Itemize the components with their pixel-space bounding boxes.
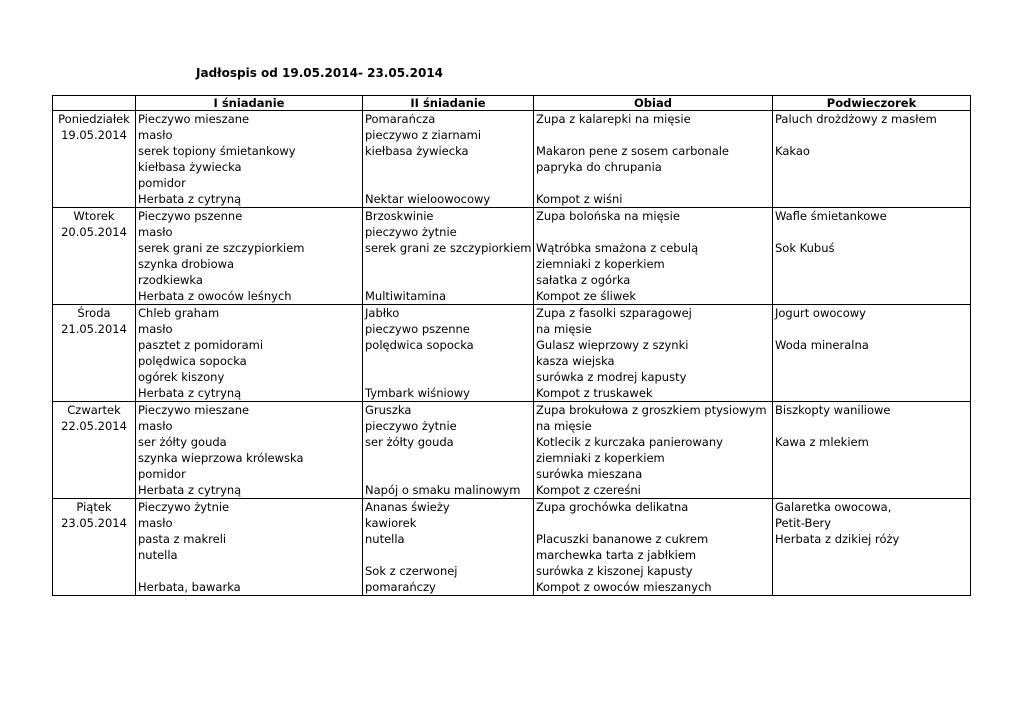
menu-item: kawiorek [365, 516, 417, 530]
menu-item [775, 369, 968, 385]
snack-cell [773, 305, 971, 402]
day-cell [53, 305, 136, 402]
header-day [53, 96, 136, 111]
snack-cell [773, 402, 971, 499]
breakfast-2-cell [363, 499, 534, 596]
menu-item [775, 321, 968, 337]
menu-item: Herbata z cytryną [138, 192, 242, 206]
menu-item: pieczywo żytnie [365, 419, 457, 433]
page-title: Jadłospis od 19.05.2014- 23.05.2014 [196, 66, 444, 80]
menu-item: Kompot z wiśni [536, 192, 623, 206]
menu-item: papryka do chrupania [536, 160, 662, 174]
day-cell [53, 208, 136, 305]
menu-item: Kompot z truskawek [536, 386, 653, 400]
menu-item: masło [138, 419, 173, 433]
lunch-cell [534, 208, 773, 305]
menu-item: Chleb graham [138, 306, 220, 320]
menu-item: Wątróbka smażona z cebulą [536, 241, 699, 255]
menu-item: sałatka z ogórka [536, 273, 631, 287]
menu-item: na mięsie [536, 419, 592, 433]
menu-item [775, 224, 968, 240]
menu-item: Pieczywo żytnie [138, 500, 230, 514]
menu-item: serek topiony śmietankowy [138, 144, 296, 158]
menu-item: Jogurt owocowy [775, 306, 866, 320]
menu-item [138, 563, 360, 579]
header-row [53, 96, 971, 111]
menu-item [775, 563, 968, 579]
lunch-cell [534, 111, 773, 208]
menu-item [365, 353, 531, 369]
lunch-cell [534, 499, 773, 596]
menu-item: polędwica sopocka [365, 338, 474, 352]
menu-item: pasztet z pomidorami [138, 338, 264, 352]
menu-item [775, 353, 968, 369]
day-date: 21.05.2014 [61, 322, 127, 336]
menu-item: Zupa grochówka delikatna [536, 500, 689, 514]
menu-item: pieczywo żytnie [365, 225, 457, 239]
day-name: Czwartek [67, 403, 121, 417]
menu-item: Herbata z dzikiej róży [775, 532, 900, 546]
day-cell [53, 402, 136, 499]
menu-item [775, 191, 968, 207]
menu-item [775, 547, 968, 563]
menu-item: pieczywo z ziarnami [365, 128, 482, 142]
menu-item: Makaron pene z sosem carbonale [536, 144, 730, 158]
day-date: 20.05.2014 [61, 225, 127, 239]
table-row [53, 111, 971, 208]
menu-item: szynka wieprzowa królewska [138, 451, 304, 465]
snack-cell [773, 499, 971, 596]
menu-item: masło [138, 128, 173, 142]
table-row [53, 499, 971, 596]
table-row [53, 305, 971, 402]
menu-item: Herbata z owoców leśnych [138, 289, 292, 303]
menu-item: surówka z kiszonej kapusty [536, 564, 693, 578]
snack-cell [773, 111, 971, 208]
day-date: 22.05.2014 [61, 419, 127, 433]
menu-item: Herbata z cytryną [138, 386, 242, 400]
menu-item: masło [138, 516, 173, 530]
menu-item: masło [138, 225, 173, 239]
menu-item: ogórek kiszony [138, 370, 225, 384]
menu-item: Ananas świeży [365, 500, 450, 514]
header-lunch: Obiad [534, 96, 773, 111]
menu-item: kiełbasa żywiecka [138, 160, 242, 174]
menu-item: Herbata z cytryną [138, 483, 242, 497]
menu-item: na mięsie [536, 322, 592, 336]
menu-item: rzodkiewka [138, 273, 203, 287]
menu-item [365, 159, 531, 175]
menu-item [775, 385, 968, 401]
menu-item: marchewka tarta z jabłkiem [536, 548, 697, 562]
menu-item [365, 466, 531, 482]
menu-item: serek grani ze szczypiorkiem [365, 241, 532, 255]
menu-item: Sok Kubuś [775, 241, 835, 255]
menu-item [365, 272, 531, 288]
menu-item: polędwica sopocka [138, 354, 247, 368]
header-snack: Podwieczorek [773, 96, 971, 111]
menu-item: surówka mieszana [536, 467, 643, 481]
menu-item: Napój o smaku malinowym [365, 483, 521, 497]
menu-item [536, 175, 770, 191]
menu-item: Multiwitamina [365, 289, 446, 303]
menu-item [536, 127, 770, 143]
menu-item: pomarańczy [365, 580, 436, 594]
menu-item: Pomarańcza [365, 112, 436, 126]
menu-item: Petit-Bery [775, 516, 832, 530]
menu-item: Kakao [775, 144, 810, 158]
table-row [53, 208, 971, 305]
day-name: Środa [77, 306, 111, 320]
day-date: 23.05.2014 [61, 516, 127, 530]
menu-item: Pieczywo pszenne [138, 209, 243, 223]
table-row [53, 402, 971, 499]
menu-item: pomidor [138, 467, 186, 481]
day-name: Poniedziałek [58, 112, 130, 126]
menu-item: Zupa brokułowa z groszkiem ptysiowym [536, 403, 767, 417]
menu-item: Nektar wieloowocowy [365, 192, 491, 206]
menu-item [775, 127, 968, 143]
menu-item [775, 288, 968, 304]
menu-item: Wafle śmietankowe [775, 209, 887, 223]
menu-item: nutella [138, 548, 178, 562]
breakfast-1-cell [136, 111, 363, 208]
menu-item: Galaretka owocowa, [775, 500, 892, 514]
menu-item: ser żółty gouda [365, 435, 454, 449]
menu-item: ser żółty gouda [138, 435, 227, 449]
snack-cell [773, 208, 971, 305]
menu-item: Zupa z kalarepki na mięsie [536, 112, 691, 126]
menu-item [775, 579, 968, 595]
menu-item [775, 466, 968, 482]
menu-item [775, 175, 968, 191]
menu-item: masło [138, 322, 173, 336]
day-cell [53, 499, 136, 596]
menu-item [775, 256, 968, 272]
menu-item [365, 547, 531, 563]
menu-item [365, 450, 531, 466]
menu-item: pasta z makreli [138, 532, 227, 546]
menu-item: kasza wiejska [536, 354, 615, 368]
day-name: Piątek [76, 500, 112, 514]
menu-item: Zupa bolońska na mięsie [536, 209, 680, 223]
menu-item: Brzoskwinie [365, 209, 434, 223]
menu-item: pieczywo pszenne [365, 322, 470, 336]
menu-item: ziemniaki z koperkiem [536, 257, 665, 271]
menu-item: kiełbasa żywiecka [365, 144, 469, 158]
lunch-cell [534, 402, 773, 499]
menu-item: Kawa z mlekiem [775, 435, 869, 449]
menu-item: szynka drobiowa [138, 257, 235, 271]
header-breakfast-1: I śniadanie [136, 96, 363, 111]
menu-item: Sok z czerwonej [365, 564, 458, 578]
breakfast-1-cell [136, 499, 363, 596]
menu-item: Tymbark wiśniowy [365, 386, 470, 400]
menu-item [775, 482, 968, 498]
menu-item: Herbata, bawarka [138, 580, 241, 594]
breakfast-1-cell [136, 305, 363, 402]
menu-item: Kompot z czereśni [536, 483, 641, 497]
menu-item: ziemniaki z koperkiem [536, 451, 665, 465]
breakfast-1-cell [136, 208, 363, 305]
menu-item: Zupa z fasolki szparagowej [536, 306, 692, 320]
menu-item: pomidor [138, 176, 186, 190]
menu-item: nutella [365, 532, 405, 546]
header-breakfast-2: II śniadanie [363, 96, 534, 111]
day-name: Wtorek [73, 209, 115, 223]
menu-item [365, 175, 531, 191]
menu-item: serek grani ze szczypiorkiem [138, 241, 305, 255]
menu-item: Pieczywo mieszane [138, 403, 250, 417]
menu-item: Gruszka [365, 403, 412, 417]
menu-item [775, 450, 968, 466]
menu-item: Kompot z owoców mieszanych [536, 580, 712, 594]
day-cell [53, 111, 136, 208]
menu-item: Pieczywo mieszane [138, 112, 250, 126]
breakfast-2-cell [363, 305, 534, 402]
day-date: 19.05.2014 [61, 128, 127, 142]
menu-item: Woda mineralna [775, 338, 869, 352]
breakfast-2-cell [363, 402, 534, 499]
menu-item: Paluch drożdżowy z masłem [775, 112, 937, 126]
menu-item: Placuszki bananowe z cukrem [536, 532, 709, 546]
menu-item: Biszkopty waniliowe [775, 403, 891, 417]
menu-item: Jabłko [365, 306, 400, 320]
menu-item: Gulasz wieprzowy z szynki [536, 338, 689, 352]
menu-item: surówka z modrej kapusty [536, 370, 687, 384]
menu-table [52, 95, 971, 596]
menu-item [775, 159, 968, 175]
menu-item [365, 369, 531, 385]
menu-item [775, 418, 968, 434]
breakfast-1-cell [136, 402, 363, 499]
lunch-cell [534, 305, 773, 402]
menu-item: Kotlecik z kurczaka panierowany [536, 435, 723, 449]
menu-item [365, 256, 531, 272]
menu-item [536, 515, 770, 531]
menu-item [775, 272, 968, 288]
breakfast-2-cell [363, 208, 534, 305]
menu-item: Kompot ze śliwek [536, 289, 636, 303]
breakfast-2-cell [363, 111, 534, 208]
menu-item [536, 224, 770, 240]
